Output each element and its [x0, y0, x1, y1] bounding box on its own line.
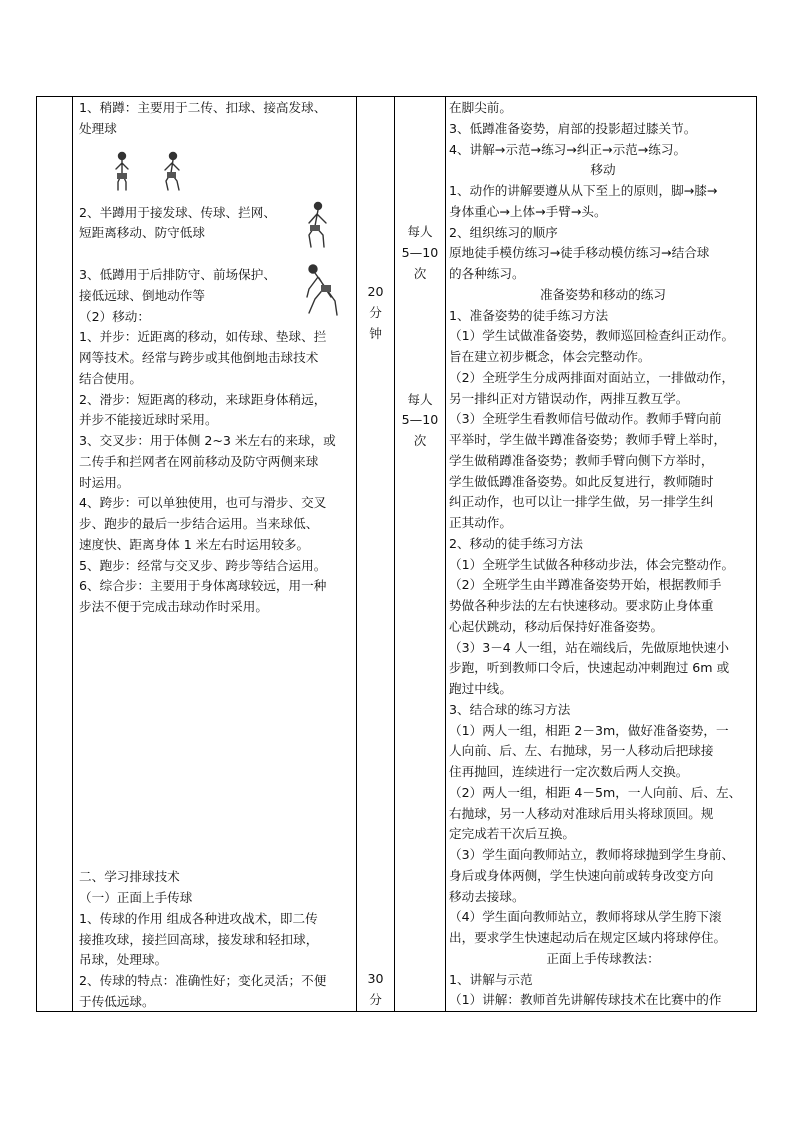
method-line: 身后或身体两侧，学生快速向前或转身改变方向	[449, 868, 714, 883]
content-line: 1、传球的作用 组成各种进攻战术，即二传	[79, 911, 318, 926]
method-line: （1）全班学生试做各种移动步法，体会完整动作。	[449, 557, 735, 572]
content-line: 1、并步：近距离的移动，如传球、垫球、拦	[79, 329, 327, 344]
reps-text: 每人	[407, 224, 433, 239]
method-line: 1、动作的讲解要遵从从下至上的原则，脚→膝→	[449, 183, 718, 198]
method-line: 移动去接球。	[449, 889, 525, 904]
content-line: 结合使用。	[79, 371, 142, 386]
content-column	[79, 97, 355, 1011]
reps-text: 5—10	[401, 412, 439, 427]
squat-figure-pair	[113, 151, 193, 193]
method-line: 人向前、后、左、右抛球，另一人移动后把球接	[449, 743, 714, 758]
method-line: 3、低蹲准备姿势，肩部的投影超过膝关节。	[449, 121, 697, 136]
half-squat-figure	[301, 201, 333, 251]
method-line: （2）全班学生由半蹲准备姿势开始，根据教师手	[449, 577, 722, 592]
method-line: 平举时，学生做半蹲准备姿势；教师手臂上举时，	[449, 432, 727, 447]
method-line: 旨在建立初步概念，体会完整动作。	[449, 349, 651, 364]
method-line: 2、组织练习的顺序	[449, 225, 558, 240]
reps-text: 5—10	[401, 245, 439, 260]
time-text: 30	[367, 971, 384, 986]
content-line: 3、低蹲用于后排防守、前场保护、	[79, 267, 276, 282]
content-line: 步法不便于完成击球动作时采用。	[79, 599, 268, 614]
method-line: 纠正动作，也可以让一排学生做，另一排学生纠	[449, 494, 714, 509]
method-line: 步跑，听到教师口令后，快速起动冲刺跑过 6m 或	[449, 660, 730, 675]
content-line: 6、综合步：主要用于身体离球较远，用一种	[79, 578, 327, 593]
reps-text: 次	[413, 433, 427, 448]
content-line: 2、半蹲用于接发球、传球、拦网、	[79, 205, 276, 220]
content-line: 接推攻球，接拦回高球，接发球和轻扣球，	[79, 932, 319, 947]
method-line: 正其动作。	[449, 515, 512, 530]
method-heading: 准备姿势和移动的练习	[540, 287, 666, 302]
method-line: （1）讲解：教师首先讲解传球技术在比赛中的作	[449, 992, 722, 1007]
method-line: 出，要求学生快速起动后在规定区域内将球停住。	[449, 930, 727, 945]
method-line: 身体重心→上体→手臂→头。	[449, 204, 607, 219]
section-heading: 二、学习排球技术	[79, 869, 180, 884]
method-line: （3）全班学生看教师信号做动作。教师手臂向前	[449, 411, 722, 426]
method-line: （2）全班学生分成两排面对面站立，一排做动作，	[449, 370, 735, 385]
method-heading: 移动	[590, 162, 616, 177]
time-text: 分	[369, 305, 382, 320]
method-line: 的各种练习。	[449, 266, 525, 281]
content-line: 2、滑步：短距离的移动，来球距身体稍远，	[79, 392, 327, 407]
content-line: 速度快、距离身体 1 米左右时运用较多。	[79, 537, 310, 552]
content-line: 时运用。	[79, 475, 130, 490]
content-line: 4、跨步：可以单独使用，也可与滑步、交叉	[79, 495, 327, 510]
method-line: 定完成若干次后互换。	[449, 826, 575, 841]
method-line: 在脚尖前。	[449, 100, 512, 115]
method-line: （1）学生试做准备姿势，教师巡回检查纠正动作。	[449, 328, 735, 343]
column-divider	[445, 97, 446, 1011]
content-line: 二传手和拦网者在网前移动及防守两侧来球	[79, 454, 319, 469]
content-line: 步、跑步的最后一步结合运用。当来球低、	[79, 516, 319, 531]
reps-text: 次	[413, 266, 427, 281]
content-line: 并步不能接近球时采用。	[79, 412, 218, 427]
method-line: 另一排纠正对方错误动作，两排互教互学。	[449, 391, 689, 406]
method-heading: 正面上手传球教法：	[546, 951, 660, 966]
time-text: 20	[367, 284, 384, 299]
reps-text: 每人	[407, 392, 433, 407]
column-divider	[72, 97, 73, 1011]
method-line: 势做各种步法的左右快速移动。要求防止身体重	[449, 598, 714, 613]
reps-column	[395, 97, 445, 1011]
method-line: 2、移动的徒手练习方法	[449, 536, 583, 551]
content-line: 于传低远球。	[79, 994, 155, 1009]
subsection-heading: （一）正面上手传球	[79, 890, 193, 905]
method-column	[449, 97, 757, 1011]
method-line: 学生做稍蹲准备姿势；教师手臂向侧下方举时，	[449, 453, 714, 468]
low-squat-figure	[295, 257, 345, 319]
method-line: 原地徒手模仿练习→徒手移动模仿练习→结合球	[449, 245, 710, 260]
method-line: 4、讲解→示范→练习→纠正→示范→练习。	[449, 142, 687, 157]
method-line: （3）3－4 人一组，站在端线后，先做原地快速小	[449, 640, 729, 655]
content-line: 5、跑步：经常与交叉步、跨步等结合运用。	[79, 558, 327, 573]
method-line: （2）两人一组，相距 4－5m，一人向前、后、左、	[449, 785, 742, 800]
content-line: 短距离移动、防守低球	[79, 225, 205, 240]
method-line: （4）学生面向教师站立，教师将球从学生胯下滚	[449, 909, 722, 924]
content-line: 吊球，处理球。	[79, 952, 168, 967]
content-line: 2、传球的特点：准确性好；变化灵活；不便	[79, 973, 327, 988]
method-line: 1、准备姿势的徒手练习方法	[449, 308, 609, 323]
method-line: 住再抛回，连续进行一定次数后两人交换。	[449, 764, 689, 779]
empty-column	[37, 97, 72, 1011]
method-line: （3）学生面向教师站立，教师将球抛到学生身前、	[449, 847, 735, 862]
content-line: 3、交叉步：用于体侧 2~3 米左右的来球，或	[79, 433, 336, 448]
time-text: 分	[369, 992, 382, 1007]
method-line: 学生做低蹲准备姿势。如此反复进行，教师随时	[449, 474, 714, 489]
method-line: （1）两人一组，相距 2－3m，做好准备姿势，一	[449, 723, 729, 738]
content-line: 处理球	[79, 121, 117, 136]
time-text: 钟	[369, 326, 382, 341]
method-line: 1、讲解与示范	[449, 972, 533, 987]
content-line: 网等技术。经常与跨步或其他倒地击球技术	[79, 350, 319, 365]
content-line: 1、稍蹲：主要用于二传、扣球、接高发球、	[79, 100, 327, 115]
content-line: （2）移动：	[79, 309, 150, 324]
method-line: 跑过中线。	[449, 681, 512, 696]
content-line: 接低远球、倒地动作等	[79, 288, 205, 303]
lesson-table	[36, 96, 757, 1012]
method-line: 3、结合球的练习方法	[449, 702, 571, 717]
time-column	[357, 97, 394, 1011]
method-line: 心起伏跳动，移动后保持好准备姿势。	[449, 619, 664, 634]
method-line: 右抛球，另一人移动对准球后用头将球顶回。规	[449, 806, 714, 821]
